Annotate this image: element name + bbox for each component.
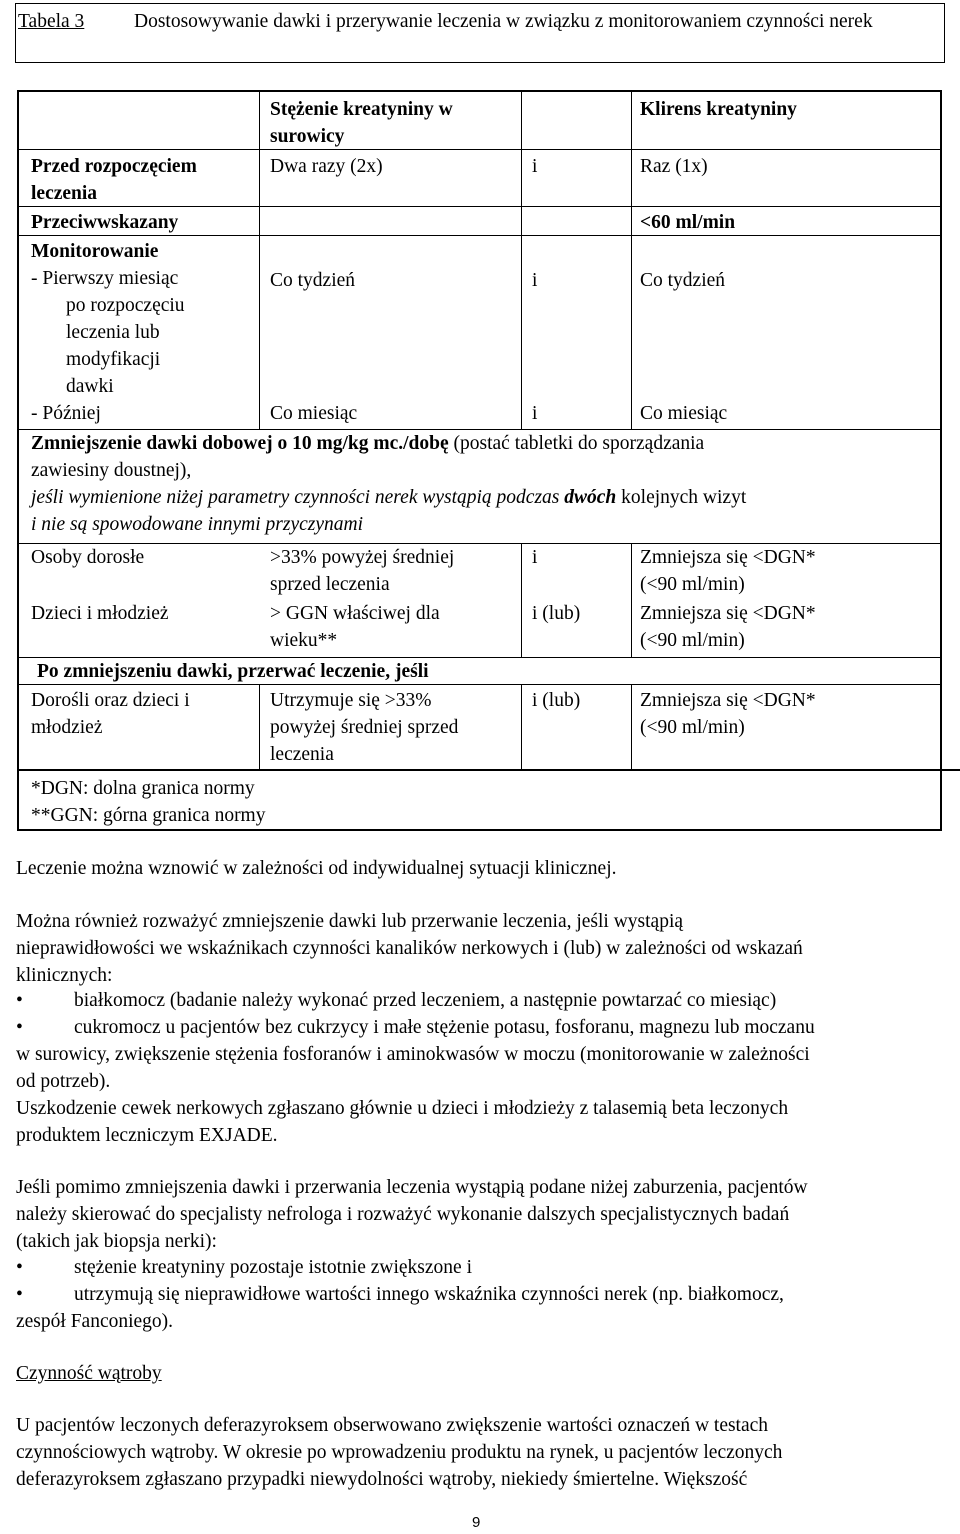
col-divider <box>521 684 522 769</box>
adults-clearance: Zmniejsza się <DGN* (<90 ml/min) <box>640 547 816 595</box>
adults-serum: >33% powyżej średniej sprzed leczenia <box>270 547 455 595</box>
before-treatment-serum: Dwa razy (2x) <box>270 156 383 177</box>
contraindicated-clearance: <60 ml/min <box>640 212 736 233</box>
table-label: Tabela 3 <box>18 11 85 32</box>
paragraph-liver: U pacjentów leczonych deferazyroksem obserwowano zwiększenie wartości oznaczeń w testach czynnościowych wątroby. W okresie po wprowadzeniu produktu na rynek, u pacjentów leczonych deferazyroksem zgłaszano przypadki niewydolności wątroby, niekiedy śmiertelne. Większość <box>16 1415 783 1490</box>
col-divider <box>631 684 632 769</box>
row-label-before-treatment: Przed rozpoczęciem leczenia <box>31 156 197 204</box>
bullet-marker: • <box>16 1257 23 1278</box>
table-title: Dostosowywanie dawki i przerywanie leczenia w związku z monitorowaniem czynności nerek <box>134 11 873 32</box>
bullet-abnormal-markers-continued: zespół Fanconiego). <box>16 1311 174 1332</box>
table-caption <box>15 3 945 63</box>
row-divider <box>19 769 960 771</box>
before-treatment-conj: i <box>532 156 538 177</box>
row-label-children: Dzieci i młodzież <box>31 603 169 624</box>
interrupt-heading: Po zmniejszeniu dawki, przerwać leczenie, jeśli <box>37 661 429 682</box>
paragraph-tubular-damage: Uszkodzenie cewek nerkowych zgłaszano głównie u dzieci i młodzieży z talasemią beta leczonych produktem leczniczym EXJADE. <box>16 1098 789 1146</box>
col-divider <box>521 543 522 657</box>
col-divider <box>259 684 260 769</box>
bullet-marker: • <box>16 1284 23 1305</box>
row-divider <box>19 149 940 150</box>
paragraph-nephrologist: Jeśli pomimo zmniejszenia dawki i przerwania leczenia wystąpią podane niżej zaburzenia, pacjentów należy skierować do specjalisty nefrologa i rozważyć wykonanie dalszych specjalistycznych badań (takich jak biopsja nerki): <box>16 1177 808 1252</box>
header-creatinine-clearance: Klirens kreatyniny <box>640 99 797 120</box>
header-serum-creatinine: Stężenie kreatyniny w surowicy <box>270 99 453 147</box>
table-footnotes: *DGN: dolna granica normy **GGN: górna granica normy <box>31 778 266 826</box>
adults-conj: i <box>532 547 538 568</box>
children-clearance: Zmniejsza się <DGN* (<90 ml/min) <box>640 603 816 651</box>
interrupt-conj: i (lub) <box>532 690 581 711</box>
row-label-contraindicated: Przeciwwskazany <box>31 212 179 233</box>
interrupt-clearance: Zmniejsza się <DGN* (<90 ml/min) <box>640 690 816 738</box>
monitoring-later-clearance: Co miesiąc <box>640 403 728 424</box>
paragraph-resume: Leczenie można wznowić w zależności od indywidualnej sytuacji klinicznej. <box>16 858 617 879</box>
monitoring-first-clearance: Co tydzień <box>640 270 726 291</box>
dose-reduction-note: Zmniejszenie dawki dobowej o 10 mg/kg mc./dobę (postać tabletki do sporządzania zawiesiny doustnej), jeśli wymienione niżej parametry czynności nerek wystąpią podczas dwóch kolejnych wizyt i nie są spowodowane innymi przyczynami <box>31 433 747 535</box>
renal-monitoring-table <box>17 90 942 831</box>
monitoring-later-conj: i <box>532 403 538 424</box>
monitoring-first-serum: Co tydzień <box>270 270 356 291</box>
page-number: 9 <box>472 1514 481 1531</box>
row-label-monitoring: Monitorowanie - Pierwszy miesiąc po rozpoczęciu leczenia lub modyfikacji dawki - Później <box>31 241 185 424</box>
children-serum: > GGN właściwej dla wieku** <box>270 603 440 651</box>
col-divider <box>259 92 260 429</box>
bullet-marker: • <box>16 990 23 1011</box>
row-label-adults: Osoby dorosłe <box>31 547 145 568</box>
row-label-interrupt: Dorośli oraz dzieci i młodzież <box>31 690 190 738</box>
monitoring-first-conj: i <box>532 270 538 291</box>
section-heading-liver: Czynność wątroby <box>16 1363 162 1384</box>
col-divider <box>631 543 632 657</box>
before-treatment-clearance: Raz (1x) <box>640 156 708 177</box>
interrupt-serum: Utrzymuje się >33% powyżej średniej sprzed leczenia <box>270 690 459 765</box>
col-divider <box>521 92 522 429</box>
children-conj: i (lub) <box>532 603 581 624</box>
col-divider <box>631 92 632 429</box>
monitoring-later-serum: Co miesiąc <box>270 403 358 424</box>
bullet-marker: • <box>16 1017 23 1038</box>
paragraph-tubular: Można również rozważyć zmniejszenie dawki lub przerwanie leczenia, jeśli wystąpią nieprawidłowości we wskaźnikach czynności kanalików nerkowych i (lub) w zależności od wskazań klinicznych: <box>16 911 803 986</box>
bullet-glycosuria-continued: w surowicy, zwiększenie stężenia fosforanów i aminokwasów w moczu (monitorowanie w zależności od potrzeb). <box>16 1044 810 1092</box>
